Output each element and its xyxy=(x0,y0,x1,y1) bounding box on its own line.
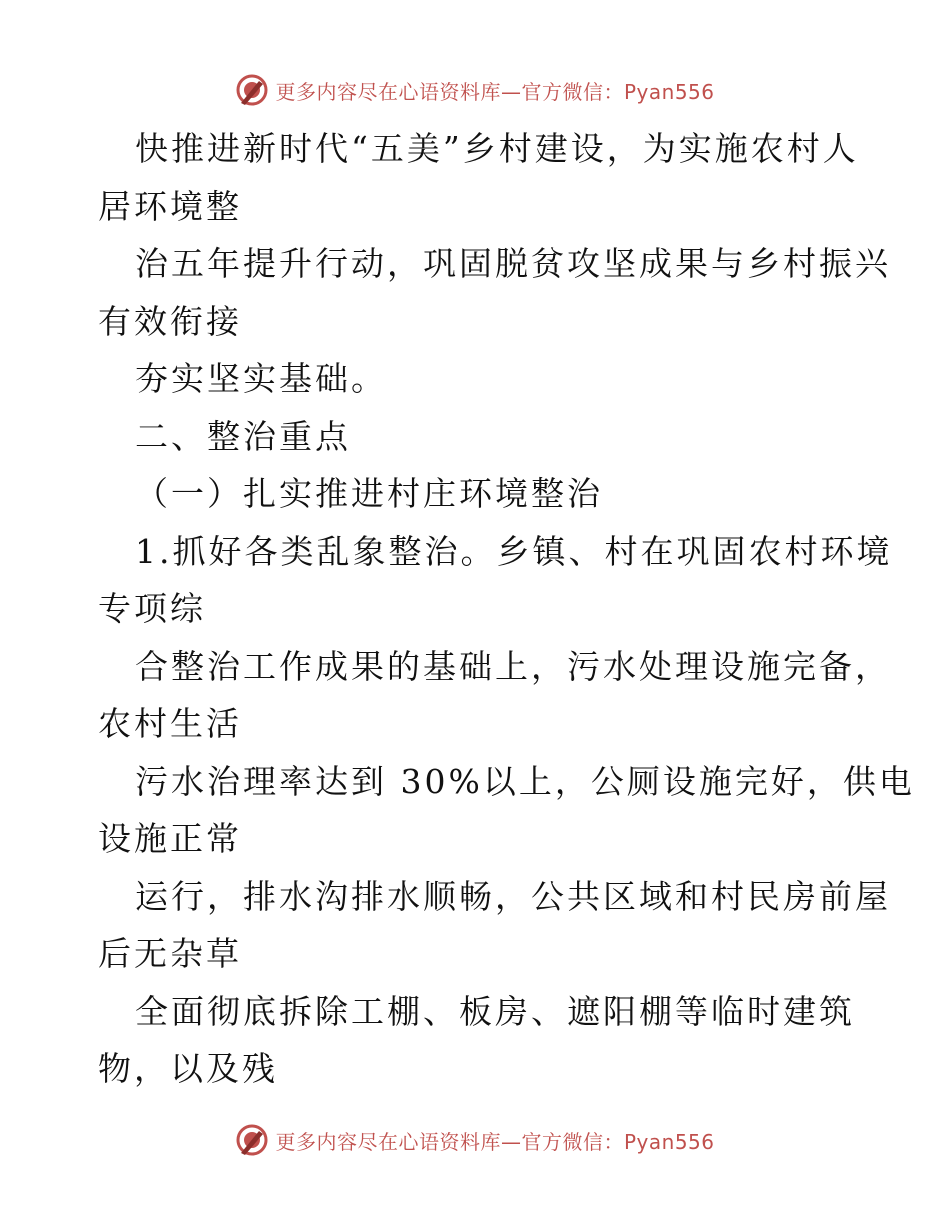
paragraph-line: 专项综 xyxy=(98,589,206,628)
watermark-text: 更多内容尽在心语资料库—官方微信：Pyan556 xyxy=(275,1129,715,1154)
pen-circle-icon xyxy=(235,73,269,107)
footer-watermark xyxy=(0,1120,950,1160)
document-body xyxy=(98,120,915,1098)
paragraph-line: 夯实坚实基础。 xyxy=(135,359,387,398)
section-heading: 二、整治重点 xyxy=(135,416,351,456)
paragraph-line: 快推进新时代“五美”乡村建设，为实施农村人 xyxy=(135,129,859,168)
watermark-text: 更多内容尽在心语资料库—官方微信：Pyan556 xyxy=(275,79,715,104)
header-watermark xyxy=(0,70,950,110)
paragraph-line: 后无杂草 xyxy=(98,934,242,973)
paragraph-line: 全面彻底拆除工棚、板房、遮阳棚等临时建筑 xyxy=(135,991,855,1031)
pen-circle-icon xyxy=(235,1123,269,1157)
paragraph-line: 污水治理率达到 30%以上，公厕设施完好，供电 xyxy=(135,761,915,801)
paragraph-line: 治五年提升行动，巩固脱贫攻坚成果与乡村振兴 xyxy=(135,244,891,283)
paragraph-line: 合整治工作成果的基础上，污水处理设施完备， xyxy=(135,646,891,686)
paragraph-line: 农村生活 xyxy=(98,704,242,743)
paragraph-line: 1.抓好各类乱象整治。乡镇、村在巩固农村环境 xyxy=(135,531,893,571)
paragraph-line: 物，以及残 xyxy=(98,1049,278,1088)
paragraph-line: 居环境整 xyxy=(98,186,242,226)
paragraph-line: 有效衔接 xyxy=(98,301,242,341)
paragraph-line: 运行，排水沟排水顺畅，公共区域和村民房前屋 xyxy=(135,876,891,916)
subsection-heading: （一）扎实推进村庄环境整治 xyxy=(135,474,603,513)
paragraph-line: 设施正常 xyxy=(98,819,242,858)
